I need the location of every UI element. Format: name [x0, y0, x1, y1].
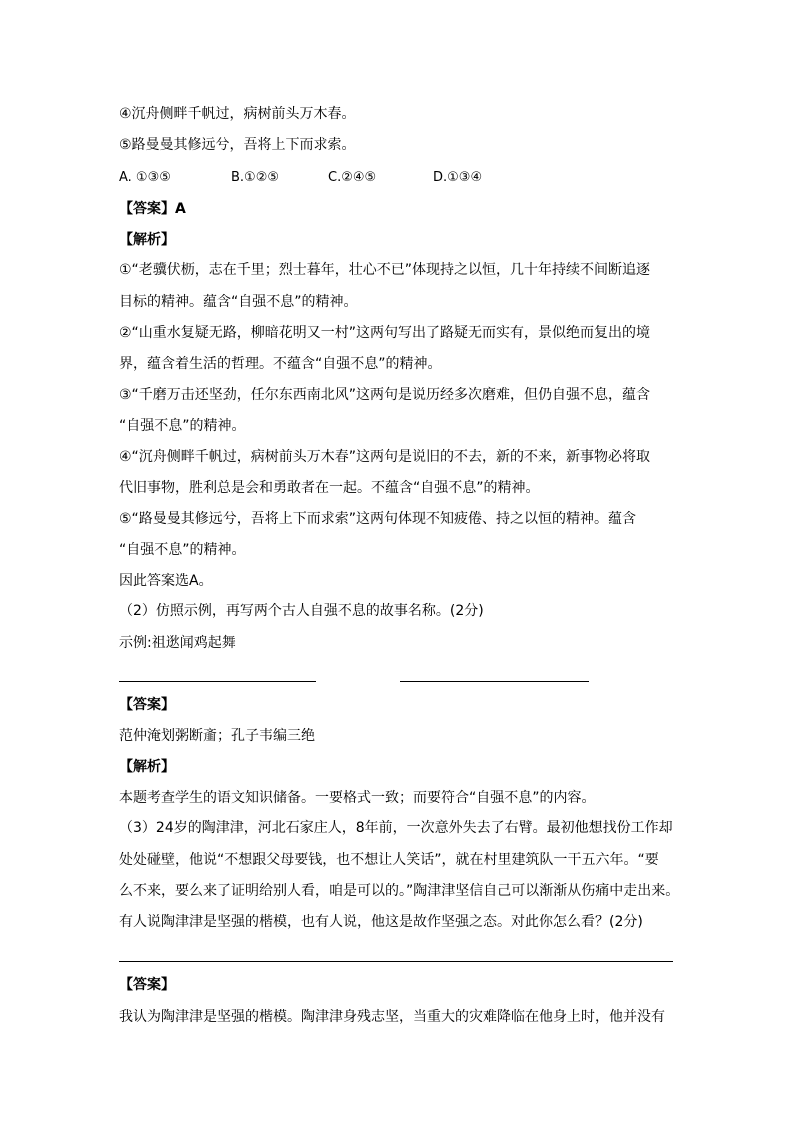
q3-answer-text: 我认为陶津津是坚强的楷模。陶津津身残志坚，当重大的灾难降临在他身上时，他并没有	[119, 1009, 665, 1025]
q3-answer-label: 【答案】	[119, 977, 175, 993]
option-a: A. ①③⑤	[119, 170, 171, 185]
q1-analysis-line: “自强不息”的精神。	[119, 418, 246, 434]
option-c: C.②④⑤	[328, 170, 377, 185]
q3-blank-line	[119, 961, 673, 962]
q2-analysis-text: 本题考查学生的语文知识储备。一要格式一致；而要符合“自强不息”的内容。	[119, 790, 596, 806]
q1-analysis-line: ⑤“路曼曼其修远兮，吾将上下而求索”这两句体现不知疲倦、持之以恒的精神。蕴含	[119, 511, 637, 527]
q1-analysis-line: 因此答案选A。	[119, 573, 213, 589]
q2-answer-text: 范仲淹划粥断齑；孔子韦编三绝	[119, 728, 315, 744]
q3-prompt-line: 么不来，要么来了证明给别人看，咱是可以的。”陶津津坚信自己可以渐渐从伤痛中走出来。	[119, 883, 680, 899]
q2-blank-line-1	[119, 681, 316, 682]
q1-analysis-line: ②“山重水复疑无路，柳暗花明又一村”这两句写出了路疑无而实有，景似绝而复出的境	[119, 325, 651, 341]
q2-prompt: （2）仿照示例，再写两个古人自强不息的故事名称。(2分)	[119, 603, 484, 619]
q1-item-4: ④沉舟侧畔千帆过，病树前头万木春。	[119, 106, 356, 122]
q2-blank-line-2	[400, 681, 589, 682]
q1-analysis-line: ③“千磨万击还坚劲，任尔东西南北风”这两句是说历经多次磨难，但仍自强不息，蕴含	[119, 387, 651, 403]
q3-prompt-line: 有人说陶津津是坚强的楷模，也有人说，他这是故作坚强之态。对此你怎么看？(2分)	[119, 914, 643, 930]
q1-analysis-line: ④“沉舟侧畔千帆过，病树前头万木春”这两句是说旧的不去，新的不来，新事物必将取	[119, 449, 651, 465]
q2-analysis-label: 【解析】	[119, 759, 175, 775]
q1-analysis-label: 【解析】	[119, 232, 175, 248]
q2-example: 示例:祖逖闻鸡起舞	[119, 635, 236, 651]
option-d: D.①③④	[433, 170, 483, 185]
q1-analysis-line: 界，蕴含着生活的哲理。不蕴含“自强不息”的精神。	[119, 356, 442, 372]
q1-analysis-line: “自强不息”的精神。	[119, 542, 246, 558]
q2-answer-label: 【答案】	[119, 697, 175, 713]
option-b: B.①②⑤	[231, 170, 280, 185]
q1-analysis-line: 目标的精神。蕴含“自强不息”的精神。	[119, 294, 358, 310]
q3-prompt-line: （3）24岁的陶津津，河北石家庄人，8年前，一次意外失去了右臂。最初他想找份工作却	[119, 820, 673, 836]
q1-analysis-line: 代旧事物，胜利总是会和勇敢者在一起。不蕴含“自强不息”的精神。	[119, 480, 540, 496]
q1-item-5: ⑤路曼曼其修远兮，吾将上下而求索。	[119, 137, 356, 153]
q3-prompt-line: 处处碰壁，他说“不想跟父母要钱，也不想让人笑话”，就在村里建筑队一干五六年。“要	[119, 852, 659, 868]
q1-answer: 【答案】A	[119, 201, 186, 217]
q1-analysis-line: ①“老骥伏枥，志在千里；烈士暮年，壮心不已”体现持之以恒，几十年持续不间断追逐	[119, 262, 651, 278]
